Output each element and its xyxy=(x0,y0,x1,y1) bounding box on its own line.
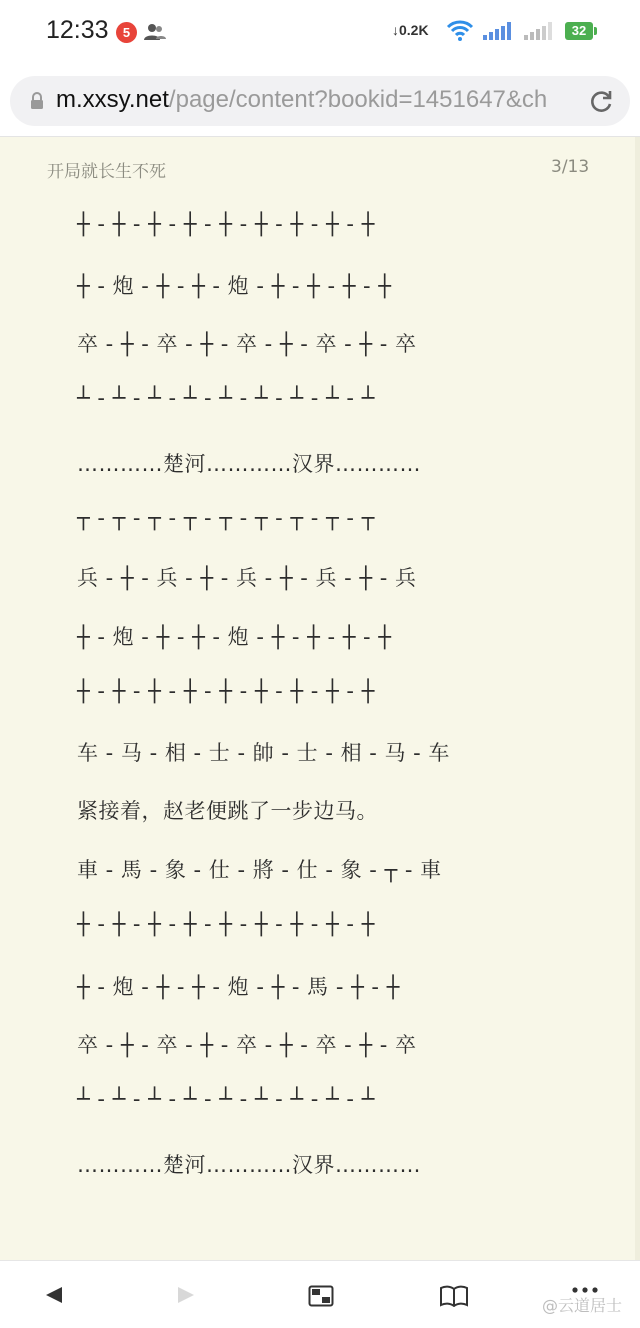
content-line: 車 - 馬 - 象 - 仕 - 將 - 仕 - 象 - ┬ - 車 xyxy=(77,858,442,882)
url-path: /page/content?bookid=1451647&ch xyxy=(168,86,548,113)
reload-icon[interactable] xyxy=(588,88,614,118)
address-bar[interactable] xyxy=(10,76,630,126)
content-line: 卒 - ┼ - 卒 - ┼ - 卒 - ┼ - 卒 - ┼ - 卒 xyxy=(77,1033,417,1057)
content-line: ┼ - 炮 - ┼ - ┼ - 炮 - ┼ - ┼ - ┼ - ┼ xyxy=(77,625,392,649)
book-icon[interactable] xyxy=(440,1285,468,1311)
content-line: ┼ - ┼ - ┼ - ┼ - ┼ - ┼ - ┼ - ┼ - ┼ xyxy=(77,212,375,236)
signal-strength-icon xyxy=(483,22,513,44)
content-line: ┼ - ┼ - ┼ - ┼ - ┼ - ┼ - ┼ - ┼ - ┼ xyxy=(77,679,375,703)
content-line: 紧接着，赵老便跳了一步边马。 xyxy=(77,799,378,823)
url-host: m.xxsy.net xyxy=(56,86,169,113)
content-line: ┴ - ┴ - ┴ - ┴ - ┴ - ┴ - ┴ - ┴ - ┴ xyxy=(77,1087,375,1111)
watermark: @云道居士 xyxy=(542,1296,623,1315)
notification-badge: 5 xyxy=(116,22,137,43)
content-line: 兵 - ┼ - 兵 - ┼ - 兵 - ┼ - 兵 - ┼ - 兵 xyxy=(77,566,417,590)
status-time: 12:33 xyxy=(46,16,109,44)
forward-arrow-icon[interactable] xyxy=(176,1285,196,1309)
browser-bottom-bar xyxy=(0,1260,640,1328)
book-title: 开局就长生不死 xyxy=(47,162,166,182)
lock-icon xyxy=(30,92,44,114)
content-line: …………楚河…………汉界………… xyxy=(77,1153,421,1177)
battery-indicator: 32 xyxy=(565,22,593,40)
content-line: 车 - 马 - 相 - 士 - 帥 - 士 - 相 - 马 - 车 xyxy=(77,741,450,765)
people-icon xyxy=(143,22,167,46)
content-line: ┬ - ┬ - ┬ - ┬ - ┬ - ┬ - ┬ - ┬ - ┬ xyxy=(77,506,375,530)
url-text[interactable] xyxy=(56,86,584,114)
content-line: …………楚河…………汉界………… xyxy=(77,452,421,476)
content-line: ┴ - ┴ - ┴ - ┴ - ┴ - ┴ - ┴ - ┴ - ┴ xyxy=(77,386,375,410)
download-speed: ↓0.2K xyxy=(392,22,429,38)
content-line: ┼ - 炮 - ┼ - ┼ - 炮 - ┼ - 馬 - ┼ - ┼ xyxy=(77,975,400,999)
content-line: ┼ - 炮 - ┼ - ┼ - 炮 - ┼ - ┼ - ┼ - ┼ xyxy=(77,274,392,298)
reader-page-edge xyxy=(635,137,640,1260)
browser-toolbar xyxy=(0,64,640,137)
signal-strength-icon-2 xyxy=(524,22,554,44)
status-bar xyxy=(0,0,640,64)
content-line: 卒 - ┼ - 卒 - ┼ - 卒 - ┼ - 卒 - ┼ - 卒 xyxy=(77,332,417,356)
reader-page xyxy=(0,137,640,1260)
tabs-icon[interactable] xyxy=(308,1285,334,1311)
back-arrow-icon[interactable] xyxy=(44,1285,64,1309)
content-line: ┼ - ┼ - ┼ - ┼ - ┼ - ┼ - ┼ - ┼ - ┼ xyxy=(77,912,375,936)
page-indicator: 3/13 xyxy=(551,157,590,177)
wifi-icon xyxy=(446,20,474,46)
